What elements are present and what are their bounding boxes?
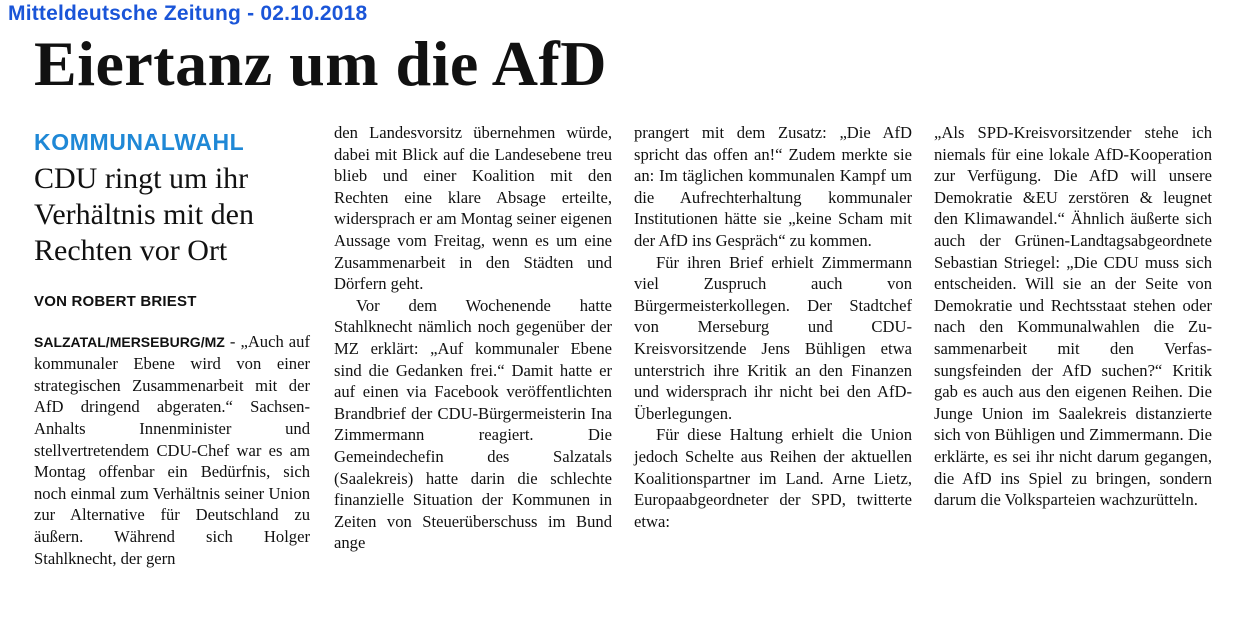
article-author: VON ROBERT BRIEST bbox=[34, 293, 197, 310]
column-1-paragraph-1 bbox=[34, 331, 310, 570]
article-subheadline: CDU ringt um ihr Verhältnis mit den Rechten vor Ort bbox=[34, 162, 254, 267]
column-3-paragraph-3: Für diese Haltung erhielt die Union jedoch Schelte aus Reihen der aktuellen Koalitionspartner im Land. Arne Lietz, Europaabgeordneter der SPD, twitterte etwa: bbox=[634, 425, 912, 531]
column-1-paragraph-1-text: - „Auch auf kommunaler Ebene wird von einer strategischen Zusammenarbeit mit der AfD dringend abgeraten.“ Sachsen-Anhalts Innenminister und stellvertretendem CDU-Chef war es am Montag offenbar ein Bedürfnis, sich noch einmal zum Verhältnis seiner Union zur Alternative für Deutschland zu äußern. Während sich Holger Stahlknecht, der gern bbox=[34, 331, 310, 568]
article-column-4 bbox=[934, 122, 1212, 511]
column-3-paragraph-1: prangert mit dem Zusatz: „Die AfD spricht das offen an!“ Zudem merkte sie an: Im täglichen kommunalen Kampf um die Aufrechterhaltung kommunaler Institutionen hätte sie „keine Scham mit der AfD ins Gespräch“ zu kommen. bbox=[634, 123, 912, 250]
article-column-1 bbox=[34, 122, 310, 569]
column-3-paragraph-2: Für ihren Brief erhielt Zimmermann viel Zuspruch auch von Bürgermeisterkollegen. Der Stadtchef von Merseburg und CDU-Kreisvorsitzende Jens Bühligen etwa unterstrich ihre Kritik an den Finanzen und widersprach ihr nicht bei den AfD-Überlegungen. bbox=[634, 252, 912, 423]
source-publication-date: Mitteldeutsche Zeitung - 02.10.2018 bbox=[8, 2, 368, 25]
column-2-paragraph-2: Vor dem Wochenende hatte Stahlknecht nämlich noch gegenüber der MZ erklärt: „Auf kommunaler Ebene sind die Gedanken frei.“ Damit hatte er auf einen via Facebook veröffentlichten Brandbrief der CDU-Bürgermeisterin Ina Zimmermann reagiert. Die Gemeindechefin des Salzatals (Saalekreis) hatte darin die schlechte finanzielle Situation der Kommunen in Zeiten von Steuerüberschuss im Bund ange bbox=[334, 295, 612, 553]
column-4-paragraph-1: „Als SPD-Kreisvorsitzender stehe ich niemals für eine lokale AfD-Kooperation zur Verfügung. Die AfD will unsere Demokratie &EU zerstören & leugnet den Klimawandel.“ Ähnlich äußerte sich auch der Grünen-Landtagsabgeordnete Sebastian Striegel: „Die CDU muss sich entscheiden. Will sie an der Seite von Demokratie und Rechtsstaat stehen oder nach den Kommunalwahlen die Zusammenarbeit mit den Verfassungsfeinden der AfD suchen?“ Kritik gab es auch aus den eigenen Reihen. Die Junge Union im Saalekreis distanzierte sich von Bühligen und Zimmermann. Die erklärte, es sei ihr nicht darum gegangen, die AfD ins Spiel zu bringen, sondern darum die Volksparteien wachzurütteln. bbox=[934, 123, 1212, 510]
article-headline: Eiertanz um die AfD bbox=[34, 28, 607, 99]
column-2-paragraph-1: den Landesvorsitz übernehmen würde, dabei mit Blick auf die Landesebene treu blieb und einer Koalition mit den Rechten eine klare Absage erteilte, widersprach er am Montag seiner eigenen Aussage vom Freitag, wenn es um eine Zusammenarbeit in den Städten und Dörfern geht. bbox=[334, 123, 612, 294]
article-column-3 bbox=[634, 122, 912, 532]
article-dateline: SALZATAL/MERSEBURG/MZ bbox=[34, 333, 225, 350]
article-column-2 bbox=[334, 122, 612, 554]
article-kicker: KOMMUNALWAHL bbox=[34, 129, 245, 155]
